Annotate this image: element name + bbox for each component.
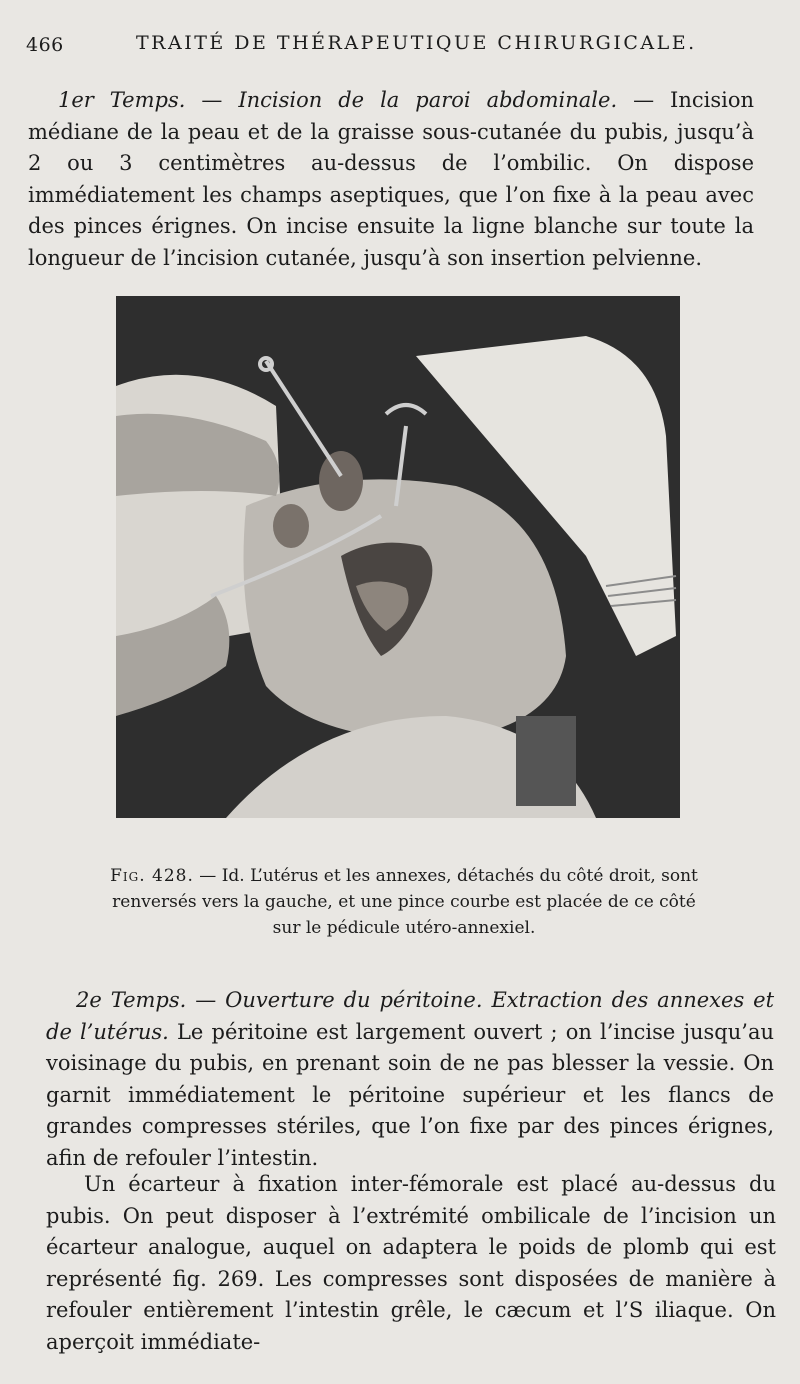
surgical-photograph: [116, 296, 680, 818]
page-number: 466: [26, 34, 64, 56]
photo-illustration: [116, 296, 680, 818]
section1-text: — Incision médiane de la peau et de la graisse sous-cutanée du pubis, jusqu’à 2 ou 3 centimètres au-dessus de l’ombilic. On dispose immédiatement les champs aseptiques, que l’on fixe à la peau avec des pinces érignes. On incise ensuite la ligne blanche sur toute la longueur de l’incision cutanée, jusqu’à son insertion pelvienne.: [28, 88, 754, 270]
section1-title: Incision de la paroi abdominale.: [238, 88, 618, 112]
page-header: [26, 28, 770, 58]
adnexa-right: [273, 504, 309, 548]
section2-text: Le péritoine est largement ouvert ; on l’incise jusqu’au voisinage du pubis, en prenant soin de ne pas blesser la vessie. On garnit immédiatement le péritoine supérieur et les flancs de grandes compresses stériles, que l’on fixe par des pinces érignes, afin de refouler l’intestin.: [46, 1019, 774, 1170]
section2-dash: —: [186, 988, 226, 1012]
paragraph-peritoine: [46, 985, 774, 1174]
figure-caption-text: — Id. L’utérus et les annexes, détachés du côté droit, sont renversés vers la gauche, et une pince courbe est placée de ce côté sur le pédicule utéro-annexiel.: [112, 866, 698, 938]
paragraph-incision: [28, 85, 754, 274]
operating-table: [516, 716, 576, 806]
figure-label: Fig. 428.: [110, 866, 194, 886]
section2-label: 2e Temps.: [76, 988, 187, 1012]
figure-caption: [110, 863, 698, 941]
section1-dash: —: [185, 88, 239, 112]
running-title: TRAITÉ DE THÉRAPEUTIQUE CHIRURGICALE.: [136, 32, 697, 54]
adnexa-left: [319, 451, 363, 511]
section1-label: 1er Temps.: [58, 88, 186, 112]
section2-title: Ouverture du péritoine. Extraction des annexes et de l’utérus.: [46, 988, 775, 1044]
paragraph-ecarteur: Un écarteur à fixation inter-fémorale est placé au-dessus du pubis. On peut disposer à l’extrémité ombilicale de l’incision un écarteur analogue, auquel on adaptera le poids de plomb qui est représenté fig. 269. Les compresses sont disposées de manière à refouler entièrement l’intestin grêle, le cæcum et l’S iliaque. On aperçoit immédiate-: [46, 1172, 776, 1354]
